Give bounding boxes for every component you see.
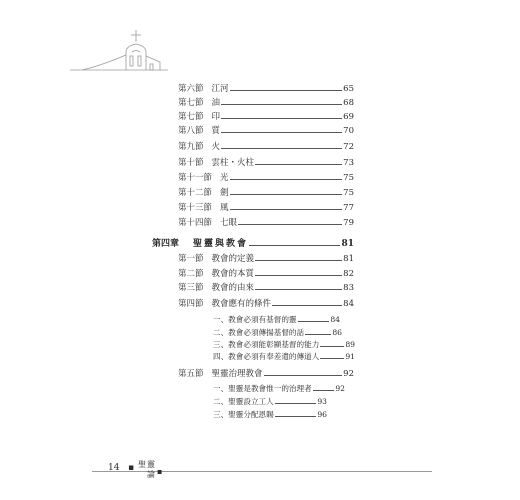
toc-subentry[interactable]	[213, 396, 327, 408]
page-number: 69	[343, 112, 354, 122]
chapter-title: 聖靈與教會	[193, 239, 249, 249]
section-number: 第十二節	[178, 188, 213, 198]
toc-entry[interactable]	[178, 111, 354, 123]
toc-subentry[interactable]	[213, 383, 345, 395]
dot-leader	[275, 416, 317, 417]
subsection-title: 四、教會必須有奉差遣的傳道人	[213, 352, 320, 361]
chapter-entry[interactable]	[152, 238, 354, 250]
section-number: 第十三節	[178, 203, 213, 213]
page-number: 84	[343, 299, 354, 309]
dot-leader	[255, 164, 342, 165]
page-number: 96	[317, 410, 327, 419]
footer-book-title-suffix: 論	[147, 470, 155, 479]
dot-leader	[221, 118, 342, 119]
section-title: 光	[220, 173, 229, 183]
footer-bullet: ▪	[157, 467, 163, 476]
section-number: 第七節	[178, 112, 204, 122]
toc-entry[interactable]	[178, 282, 354, 294]
section-title: 火	[211, 142, 221, 152]
section-title: 聖靈治理教會	[211, 369, 263, 379]
section-number: 第五節	[178, 369, 204, 379]
toc-entry[interactable]	[178, 157, 354, 169]
page-number: 72	[343, 142, 354, 152]
subsection-title: 一、教會必須有基督的靈	[213, 315, 297, 324]
page-number: 84	[330, 315, 340, 324]
page-number: 81	[341, 239, 354, 249]
page-number: 77	[343, 203, 354, 213]
section-number: 第二節	[178, 269, 204, 279]
page-number: 81	[343, 254, 354, 264]
section-title: 油	[211, 98, 221, 108]
section-number: 第十節	[178, 158, 204, 168]
toc-entry[interactable]	[178, 368, 354, 380]
toc-entry[interactable]	[178, 217, 354, 229]
section-title: 教會的本質	[211, 269, 255, 279]
dot-leader	[272, 305, 342, 306]
section-number: 第九節	[178, 142, 204, 152]
section-title: 七眼	[220, 218, 238, 228]
section-number: 第七節	[178, 98, 204, 108]
toc-subentry[interactable]	[213, 409, 327, 421]
footer-book-title: 聖靈	[138, 460, 156, 469]
dot-leader	[238, 224, 342, 225]
page-number: 91	[345, 352, 355, 361]
dot-leader	[264, 375, 343, 376]
dot-leader	[221, 132, 342, 133]
section-title: 教會的由來	[211, 283, 255, 293]
section-number: 第十一節	[178, 173, 213, 183]
dot-leader	[221, 148, 342, 149]
page-number: 83	[343, 283, 354, 293]
dot-leader	[255, 275, 342, 276]
subsection-title: 二、教會必須傳揚基督的話	[213, 328, 305, 337]
section-title: 印	[211, 112, 221, 122]
section-number: 第四節	[178, 299, 204, 309]
dot-leader	[255, 289, 342, 290]
toc-entry[interactable]	[178, 268, 354, 280]
toc-entry[interactable]	[178, 83, 354, 95]
dot-leader	[313, 390, 335, 391]
dot-leader	[230, 209, 343, 210]
section-title: 教會的定義	[211, 254, 255, 264]
toc-subentry[interactable]	[213, 327, 342, 339]
section-number: 第一節	[178, 254, 204, 264]
dot-leader	[320, 346, 344, 347]
page-number: 93	[317, 397, 327, 406]
page-number: 89	[345, 340, 355, 349]
section-number: 第八節	[178, 126, 204, 136]
page-number: 75	[343, 173, 354, 183]
toc-entry[interactable]	[178, 187, 354, 199]
chapter-number: 第四章	[152, 239, 180, 249]
subsection-title: 二、聖靈設立工人	[213, 397, 274, 406]
dot-leader	[230, 90, 343, 91]
toc-subentry[interactable]	[213, 351, 355, 363]
section-number: 第三節	[178, 283, 204, 293]
section-title: 雲柱・火柱	[211, 158, 255, 168]
page-number: 92	[343, 369, 354, 379]
page-number: 75	[343, 188, 354, 198]
page-number: 79	[343, 218, 354, 228]
toc-entry[interactable]	[178, 253, 354, 265]
dot-leader	[305, 334, 331, 335]
section-title: 江河	[211, 84, 229, 94]
page-number: 68	[343, 98, 354, 108]
toc-entry[interactable]	[178, 298, 354, 310]
dot-leader	[298, 321, 330, 322]
toc-entry[interactable]	[178, 202, 354, 214]
section-title: 質	[211, 126, 221, 136]
subsection-title: 三、聖靈分配恩賜	[213, 410, 274, 419]
page-number: 70	[343, 126, 354, 136]
page-number: 82	[343, 269, 354, 279]
section-title: 風	[220, 203, 229, 213]
toc-entry[interactable]	[178, 141, 354, 153]
footer-page-number: 14	[108, 463, 120, 473]
page-number: 92	[335, 384, 345, 393]
section-number: 第十四節	[178, 218, 213, 228]
footer-rule	[92, 471, 432, 472]
section-title: 劍	[220, 188, 229, 198]
dot-leader	[230, 194, 343, 195]
footer-bullet: ▪	[128, 463, 135, 473]
subsection-title: 一、聖靈是教會惟一的治理者	[213, 384, 312, 393]
section-number: 第六節	[178, 84, 204, 94]
page-number: 86	[332, 328, 342, 337]
dot-leader	[230, 179, 343, 180]
page-number: 65	[343, 84, 354, 94]
toc-entry[interactable]	[178, 172, 354, 184]
page-number: 73	[343, 158, 354, 168]
dot-leader	[221, 104, 342, 105]
dot-leader	[275, 403, 317, 404]
dot-leader	[320, 358, 344, 359]
toc-entry[interactable]	[178, 125, 354, 137]
dot-leader	[255, 260, 342, 261]
section-title: 教會應有的條件	[211, 299, 272, 309]
toc-subentry[interactable]	[213, 339, 355, 351]
dot-leader	[249, 245, 340, 246]
toc-subentry[interactable]	[213, 314, 340, 326]
subsection-title: 三、教會必須能彰顯基督的能力	[213, 340, 320, 349]
toc-entry[interactable]	[178, 97, 354, 109]
